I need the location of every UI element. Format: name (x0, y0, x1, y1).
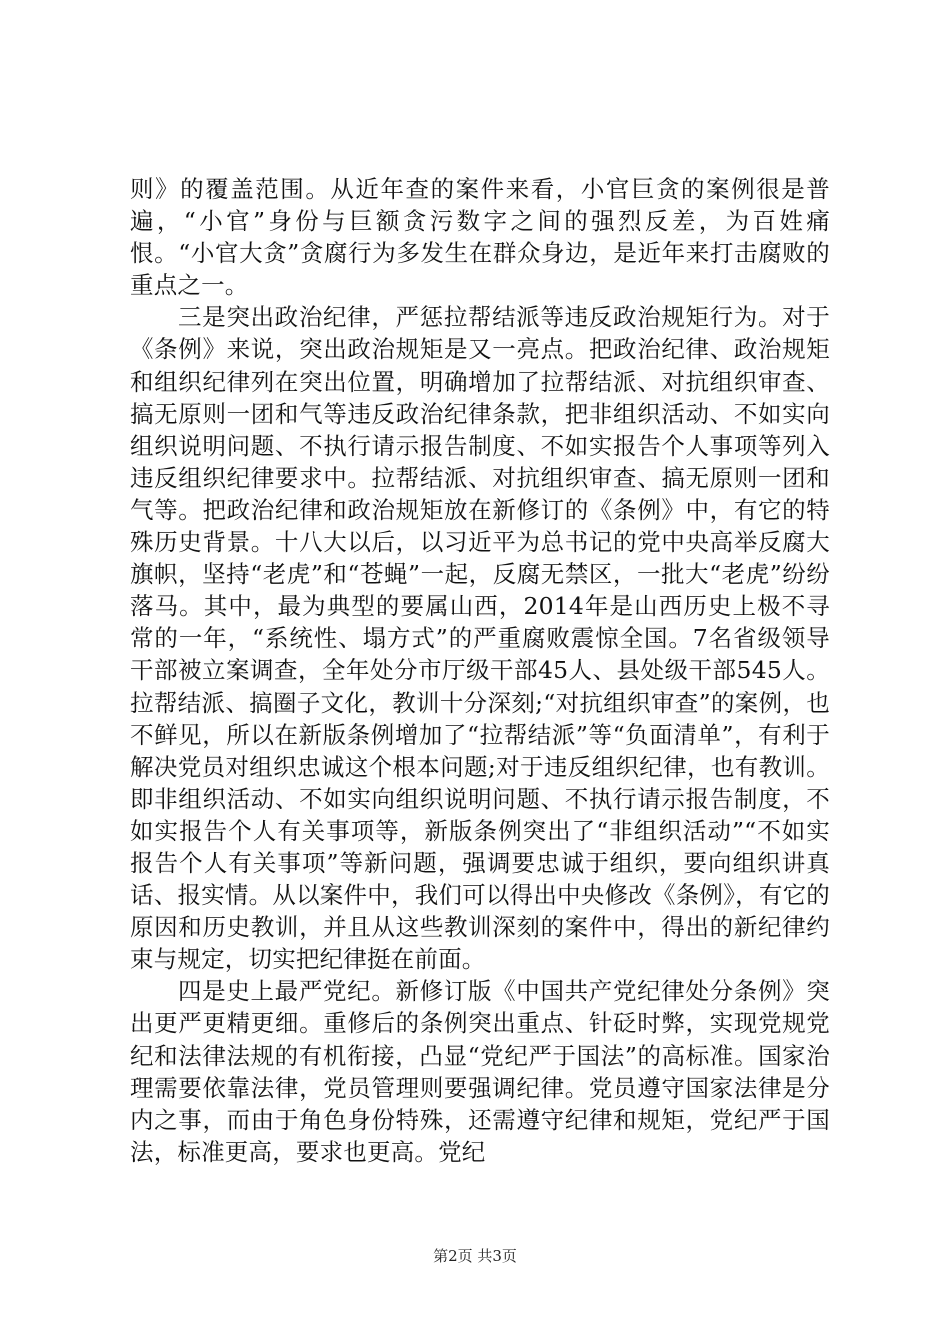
document-body (130, 173, 830, 1168)
paragraph-political-discipline: 三是突出政治纪律，严惩拉帮结派等违反政治规矩行为。对于《条例》来说，突出政治规矩是又一亮点。把政治纪律、政治规矩和组织纪律列在突出位置，明确增加了拉帮结派、对抗组织审查、搞无原则一团和气等违反政治纪律条款，把非组织活动、不如实向组织说明问题、不执行请示报告制度、不如实报告个人事项等列入违反组织纪律要求中。拉帮结派、对抗组织审查、搞无原则一团和气等。把政治纪律和政治规矩放在新修订的《条例》中，有它的特殊历史背景。十八大以后，以习近平为总书记的党中央高举反腐大旗帜，坚持“老虎”和“苍蝇”一起，反腐无禁区，一批大“老虎”纷纷落马。其中，最为典型的要属山西，2014年是山西历史上极不寻常的一年，“系统性、塌方式”的严重腐败震惊全国。7名省级领导干部被立案调查，全年处分市厅级干部45人、县处级干部545人。拉帮结派、搞圈子文化，教训十分深刻;“对抗组织审查”的案例，也不鲜见，所以在新版条例增加了“拉帮结派”等“负面清单”，有利于解决党员对组织忠诚这个根本问题;对于违反组织纪律，也有教训。即非组织活动、不如实向组织说明问题、不执行请示报告制度，不如实报告个人有关事项等，新版条例突出了“非组织活动”“不如实报告个人有关事项”等新问题，强调要忠诚于组织，要向组织讲真话、报实情。从以案件中，我们可以得出中央修改《条例》，有它的原因和历史教训，并且从这些教训深刻的案件中，得出的新纪律约束与规定，切实把纪律挺在前面。 (130, 303, 830, 974)
paragraph-continuation: 则》的覆盖范围。从近年查的案件来看，小官巨贪的案例很是普遍，“小官”身份与巨额贪污数字之间的强烈反差，为百姓痛恨。“小官大贪”贪腐行为多发生在群众身边，是近年来打击腐败的重点之一。 (130, 175, 830, 300)
paragraph-strictest-discipline: 四是史上最严党纪。新修订版《中国共产党纪律处分条例》突出更严更精更细。重修后的条例突出重点、针砭时弊，实现党规党纪和法律法规的有机衔接，凸显“党纪严于国法”的高标准。国家治理需要依靠法律，党员管理则要强调纪律。党员遵守国家法律是分内之事，而由于角色身份特殊，还需遵守纪律和规矩，党纪严于国法，标准更高，要求也更高。党纪 (130, 977, 830, 1166)
page-number-footer: 第2页 共3页 (433, 1247, 517, 1265)
